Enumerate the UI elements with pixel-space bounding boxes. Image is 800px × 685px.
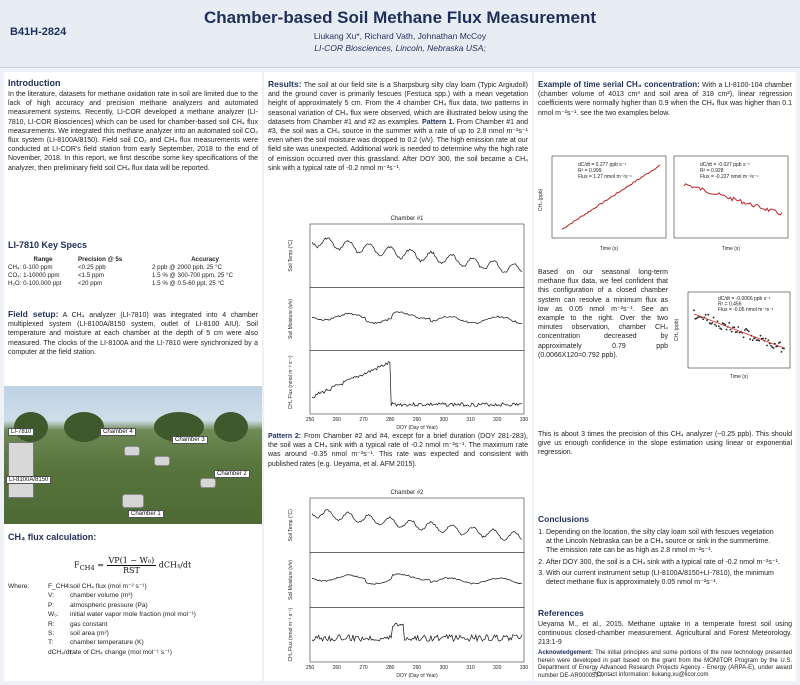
formula-sub: CH4 (79, 564, 95, 573)
specs-cell: 1.5 % @ 0.5-60 ppt, 25 °C (152, 280, 225, 287)
data-point (730, 329, 732, 331)
photo-label: Chamber 1 (128, 510, 164, 518)
panel-frame (674, 156, 788, 238)
data-point (749, 338, 751, 340)
results-title: Results: (268, 79, 302, 89)
intro-text: In the literature, datasets for methane oxidation rate in soil are limited due to the lack of high accuracy and precision methane analyzers and automated measurement systems. Recently, LI-COR developed a methane analyzer (LI-7810, LI-COR Biosciences) which can be used for chamber-based soil CH₄ flux measurements. We integrated this methane analyzer into an automated soil CO₂ flux system (LI-8100A/8150). Field soil CO₂ and CH₄ flux measurements were conducted at LI-COR's field station from early September, 2018 to the end of November, 2018. In this report, we first describe some key specifications of the analyzer, then preliminary field soil CH₄ flux data will be reported. (8, 91, 258, 172)
x-tick-label: 250 (305, 665, 315, 671)
where-label: Where: (8, 583, 30, 590)
y-axis-label: CH₄ Flux (nmol m⁻² s⁻¹) (288, 355, 294, 410)
variable-row (8, 601, 258, 610)
x-tick-label: 320 (493, 417, 502, 423)
data-point (752, 339, 754, 341)
data-point (748, 331, 750, 333)
panel-annotation: dC/dt = -0.0066 ppb s⁻¹ (718, 296, 771, 302)
variable-row (8, 591, 258, 600)
x-axis-label: Time (s) (729, 374, 749, 380)
x-tick-label: 300 (439, 417, 448, 423)
chart-chamber-1 (284, 212, 530, 432)
data-point (766, 345, 768, 347)
var-desc: atmospheric pressure (Pa) (70, 601, 148, 609)
affiliation: LI-COR Biosciences, Lincoln, Nebraska USA; (314, 43, 486, 53)
data-point (736, 331, 738, 333)
formula-rate: dCH₄/dt (158, 560, 192, 570)
x-tick-label: 290 (412, 417, 422, 423)
chart-timeseries-svg (534, 152, 796, 256)
var-symbol: W₀: (48, 611, 59, 619)
data-point (760, 335, 762, 337)
specs-cell: <20 ppm (78, 280, 103, 287)
var-symbol: S: (48, 630, 55, 638)
x-tick-label: 250 (305, 417, 315, 423)
var-symbol: V: (48, 592, 54, 600)
references-text: Ueyama M., et al., 2015. Methane uptake in a temperate forest soil using continuous closed-chamber measurement. Agricultural and Forest Meteorology. 213:1-9 (538, 621, 792, 647)
formula-numerator: VP(1 − W₀) (108, 556, 155, 565)
field-setup-title: Field setup: (8, 309, 59, 319)
chart-chamber-1-svg (284, 212, 530, 432)
variable-row (8, 620, 258, 629)
seasonal-text: Based on our seasonal long-term methane flux data, we feel confident that this configuration of a closed chamber system can resolve a minimum flux as low as 0.05 nmol m⁻²s⁻¹. See an example to the right. Over the two minutes observation, chamber CH₄ concentration decreased by approximately 0.79 ppb (0.0066X120=0.792 ppb). (538, 269, 668, 359)
flux-calc-title: CH₄ flux calculation: (8, 532, 97, 542)
specs-header: Precision @ 5s (78, 256, 123, 263)
chamber-shape (122, 494, 144, 508)
field-setup-body: A CH₄ analyzer (LI-7810) was integrated into 4 chamber multiplexed system (LI-8100A/8150 system, outlet of LI-8100 AIU). Soil temperature and moisture at each chamber at the depth of 5 cm were also measured. The clocks of the LI-8100A and the LI-7810 were synchronized by a computer at the field station. (8, 312, 258, 356)
data-point (693, 309, 695, 311)
tree-shape (64, 412, 104, 442)
data-trace (312, 510, 522, 541)
panel-frame (552, 156, 666, 238)
var-desc: chamber temperature (K) (70, 639, 144, 647)
chamber-shape (200, 478, 216, 488)
conclusion-item: 3. With our current instrument setup (LI-8100A/8150+LI-7810), the minimum detect methane flux is approximately 0.05 nmol m⁻²s⁻¹. (546, 569, 780, 587)
data-point (781, 351, 783, 353)
specs-header: Range (33, 256, 53, 263)
conclusion-item: 1. Depending on the location, the silty clay loam soil with fescues vegetation at the Lincoln Nebraska can be a CH₄ source or sink in the summertime. The emission rate can be as high as 2.8 nmol m⁻²s⁻¹. (546, 528, 780, 556)
panel-annotation: Flux = -0.05 nmol m⁻²s⁻¹ (718, 307, 774, 313)
ack-body: The initial principles and some portions of the new technology presented herein were developed in part based on the grant from the MONITOR Program by the U.S. Department of Energy Advanced Research Projects Agency - Energy (ARPA-E), under award number DE-AR0000537. (538, 650, 792, 679)
panel-frame (310, 351, 524, 414)
var-desc: initial water vapor mole fraction (mol mol⁻¹) (70, 611, 196, 619)
var-symbol: P: (48, 601, 55, 609)
panel-frame (310, 498, 524, 553)
data-point (726, 329, 728, 331)
variable-row (8, 610, 258, 619)
y-axis-label: Soil Moisture (v/v) (288, 559, 294, 601)
photo-label: Chamber 4 (100, 428, 136, 436)
x-tick-label: 280 (386, 417, 395, 423)
x-axis-label: Time (s) (599, 246, 619, 252)
data-point (721, 328, 723, 330)
x-tick-label: 320 (493, 665, 502, 671)
x-axis-label: Time (s) (721, 246, 741, 252)
data-point (728, 322, 730, 324)
column-right (534, 72, 796, 681)
seasonal-text-2: This is about 3 times the precision of this CH₄ analyzer (~0.25 ppb). This should give us enough confidence in the slope estimation using linear or exponential regression. (538, 431, 792, 457)
data-trace (312, 362, 522, 407)
pattern1-body: From Chamber #1 and #3, the soil was a CH₄ source in the summer with a rate of up to 2.8 nmol m⁻²s⁻¹ even when the soil moisture was dropped to 0.2 (v/v). The high emission rate at our field site was unexpected. Additional work is needed to determine why the high rate of emission occurred over this grassland. After DOY 300, the soil became a CH₄ sink with a typical rate of -0.2 nmol m⁻²s⁻¹. (268, 118, 528, 172)
pattern2-text (268, 432, 528, 469)
data-trace (312, 238, 522, 272)
x-tick-label: 260 (332, 665, 341, 671)
data-point (770, 345, 772, 347)
data-point (713, 317, 715, 319)
variable-row (8, 629, 258, 638)
timeseries-text (538, 80, 792, 118)
data-point (714, 324, 716, 326)
chart-title: Chamber #2 (390, 490, 424, 496)
timeseries-body: With a LI-8100-104 chamber (chamber volume of 4013 cm³ and soil area of 318 cm²), linear regression coefficients were normally higher than 0.9 when the CH₄ flux was higher than 0.1 nmol m⁻²s⁻¹. see the two examples below. (538, 82, 792, 117)
chart-timeseries (534, 152, 796, 256)
data-point (715, 325, 717, 327)
chamber-shape (124, 446, 140, 456)
x-tick-label: 310 (466, 665, 475, 671)
authors: Liukang Xu*, Richard Vath, Johnathan McCoy (313, 31, 487, 41)
specs-cell: CH₄: 0-100 ppm (8, 264, 53, 271)
conclusions-title: Conclusions (538, 514, 590, 524)
x-axis-label: DOY (Day of Year) (396, 673, 438, 679)
specs-cell: <0.25 ppb (78, 264, 106, 271)
data-point (767, 339, 769, 341)
data-point (711, 322, 713, 324)
variable-row (8, 582, 258, 591)
y-axis-label: CH₄ (ppb) (674, 318, 680, 342)
x-tick-label: 270 (359, 417, 368, 423)
x-tick-label: 290 (412, 665, 422, 671)
x-tick-label: 280 (386, 665, 395, 671)
specs-row (8, 264, 258, 272)
variable-row (8, 638, 258, 647)
data-point (734, 327, 736, 329)
chamber-shape (154, 456, 170, 466)
x-tick-label: 330 (519, 665, 529, 671)
data-point (707, 314, 709, 316)
contact-info: *Contact information: liukang.xu@licor.com (594, 672, 709, 678)
field-setup-text (8, 310, 258, 357)
data-point (779, 341, 781, 343)
pattern2-body: From Chamber #2 and #4, except for a brief duration (DOY 281-283), the soil was a CH₄ sink with a typical rate of -0.2 nmol m⁻²s⁻¹. The maximum rate was around -0.35 nmol m⁻²s⁻¹. This rate was expected and consistent with published rates (e.g. Ueyama, et al. AFM 2015). (268, 433, 528, 468)
var-desc: chamber volume (m³) (70, 592, 133, 600)
tree-shape (214, 412, 248, 442)
chart-chamber-2-svg (284, 486, 530, 680)
panel-frame (310, 553, 524, 608)
specs-header-row (8, 256, 258, 264)
poster-body (0, 68, 800, 685)
chart-chamber-2 (284, 486, 530, 680)
panel-annotation: R² = 0.456 (718, 301, 742, 308)
photo-label: Chamber 2 (214, 470, 250, 478)
data-trace (312, 623, 522, 641)
chart-title: Chamber #1 (390, 216, 424, 222)
specs-table (8, 256, 258, 288)
var-desc: gas constant (70, 620, 108, 628)
data-point (705, 314, 707, 316)
data-trace (312, 574, 522, 585)
panel-annotation: R² = 0.928 (700, 168, 724, 174)
panel-annotation: dC/dt = -0.027 ppb s⁻¹ (700, 162, 750, 168)
pattern1-title: Pattern 1. (422, 118, 455, 126)
var-symbol: F_CH4: (48, 583, 71, 590)
formula-fraction (107, 556, 157, 575)
specs-cell: H₂O: 0-100,000 ppt (8, 280, 62, 287)
conclusion-item: 2. After DOY 300, the soil is a CH₄ sink with a typical rate of -0.2 nmol m⁻²s⁻¹. (546, 558, 780, 567)
flux-formula: $F_{CH4}$ = $\frac{\text{VP(1 − W₀)}}{\text{RST}}$ dCH₄/dt (74, 556, 192, 575)
specs-cell: <1.5 ppm (78, 272, 104, 279)
formula-lhs: F (74, 560, 80, 570)
data-point (765, 338, 767, 340)
ack-label: Acknowledgement: (538, 650, 594, 656)
intro-title: Introduction (8, 78, 61, 88)
x-tick-label: 330 (519, 417, 529, 423)
y-axis-label: CH₄ (ppb) (538, 188, 544, 212)
x-tick-label: 270 (359, 665, 368, 671)
data-point (717, 320, 719, 322)
panel-frame (310, 607, 524, 662)
timeseries-title: Example of time serial CH₄ concentration: (538, 80, 700, 89)
variable-row (8, 648, 258, 657)
column-left (4, 72, 262, 681)
analyzer-box (8, 442, 34, 498)
pattern2-title: Pattern 2: (268, 433, 302, 440)
var-desc: soil area (m²) (70, 630, 109, 638)
data-point (718, 325, 720, 327)
panel-frame (310, 224, 524, 287)
specs-header: Accuracy (191, 256, 219, 263)
poster-id: B41H-2824 (10, 26, 67, 38)
x-tick-label: 310 (466, 417, 475, 423)
data-point (731, 331, 733, 333)
panel-annotation: R² = 0.999 (578, 168, 602, 174)
data-point (702, 318, 704, 320)
field-photo (4, 386, 262, 524)
conclusions-list (534, 528, 780, 589)
data-point (743, 336, 745, 338)
specs-cell: CO₂: 1-10000 ppm (8, 272, 60, 279)
poster-header (0, 0, 800, 68)
photo-label: Chamber 3 (172, 436, 208, 444)
references-title: References (538, 608, 584, 618)
var-desc: soil CH₄ flux (mol m⁻² s⁻¹) (70, 583, 147, 590)
column-middle (264, 72, 532, 681)
data-trace (312, 312, 522, 324)
y-axis-label: Soil Temp (°C) (288, 509, 294, 542)
var-symbol: T: (48, 639, 54, 647)
y-axis-label: Soil Temp (°C) (288, 239, 294, 272)
panel-frame (310, 287, 524, 350)
poster-title: Chamber-based Soil Methane Flux Measurement (203, 8, 597, 27)
formula-denominator: RST (122, 566, 140, 575)
var-desc: rate of CH₄ change (mol mol⁻¹ s⁻¹) (70, 648, 172, 656)
data-point (773, 347, 775, 349)
var-symbol: R: (48, 620, 55, 628)
specs-title: LI-7810 Key Specs (8, 240, 88, 250)
y-axis-label: Soil Moisture (v/v) (288, 298, 294, 340)
x-axis-label: DOY (Day of Year) (396, 425, 438, 431)
results-body: The soil at our field site is a Sharpsburg silty clay loam (Typic Argiudoll) and the ground cover is primarily fescues (Festuca spp.) with a mean vegetation height of approximately 5 cm. From the 4 chamber CH₄ flux data, two patterns in seasonal variation of CH₄ flux were observed, which are illustrated below using the datasets from Chamber #1 and #2 as examples. (268, 82, 528, 126)
tree-shape (14, 412, 48, 442)
photo-label: LI-8100A/8150 (6, 476, 51, 484)
data-point (758, 340, 760, 342)
specs-row (8, 272, 258, 280)
specs-cell: 2 ppb @ 2000 ppb, 25 °C (152, 264, 222, 271)
results-text (268, 80, 528, 173)
specs-row (8, 280, 258, 288)
specs-cell: 1.5 % @ 300-700 ppm, 25 °C (152, 272, 233, 279)
x-tick-label: 300 (439, 665, 448, 671)
panel-annotation: Flux = 1.27 nmol m⁻²s⁻¹ (578, 174, 632, 180)
panel-annotation: Flux = -0.227 nmol m⁻²s⁻¹ (700, 174, 759, 180)
x-tick-label: 260 (332, 417, 341, 423)
data-point (745, 328, 747, 330)
var-symbol: dCH₄/dt: (48, 648, 74, 656)
variable-list (8, 582, 258, 657)
data-point (737, 326, 739, 328)
chart-min-flux (672, 288, 794, 384)
data-point (762, 338, 764, 340)
y-axis-label: CH₄ Flux (nmol m⁻² s⁻¹) (288, 607, 294, 662)
chart-min-flux-svg (672, 288, 794, 384)
panel-annotation: dC/dt = 0.277 ppb s⁻¹ (578, 162, 627, 168)
photo-label: LI-7810 (8, 428, 34, 436)
